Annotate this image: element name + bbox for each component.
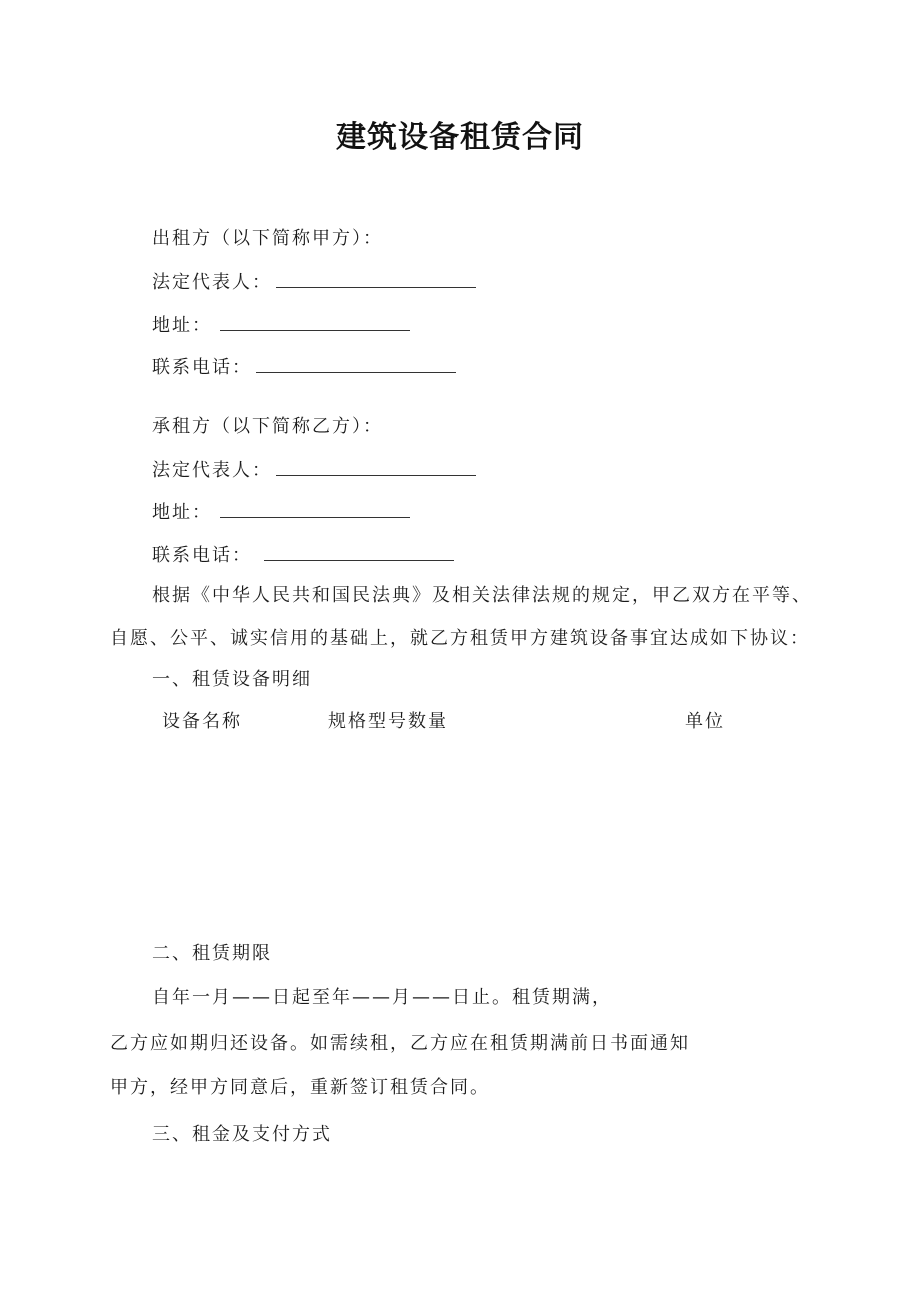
document-title: 建筑设备租赁合同 [336, 120, 584, 155]
term-line-1: 自年一月——日起至年——月——日止。租赁期满， [152, 987, 612, 1008]
term-line-2: 乙方应如期归还设备。如需续租，乙方应在租赁期满前日书面通知 [110, 1033, 690, 1054]
lessee-rep-blank[interactable] [276, 457, 476, 476]
lessor-rep-blank[interactable] [276, 269, 476, 288]
col-header-unit: 单位 [685, 711, 725, 732]
lessee-phone-label: 联系电话： [152, 545, 252, 566]
col-header-spec: 规格型号数量 [328, 711, 448, 732]
lessor-phone-blank[interactable] [256, 354, 456, 373]
lessor-rep-row [152, 269, 476, 295]
lessee-address-label: 地址： [152, 502, 212, 523]
section-2-heading: 二、租赁期限 [152, 943, 272, 964]
lessee-address-row [152, 499, 410, 525]
lessor-phone-label: 联系电话： [152, 357, 252, 378]
lessee-phone-row [152, 542, 454, 568]
lessee-rep-label: 法定代表人： [152, 460, 272, 481]
lessor-address-row [152, 312, 410, 338]
lessor-phone-row [152, 354, 456, 380]
intro-line-1: 根据《中华人民共和国民法典》及相关法律法规的规定，甲乙双方在平等、 [152, 585, 812, 606]
lessor-heading: 出租方（以下简称甲方）： [152, 228, 383, 249]
lessor-address-blank[interactable] [220, 312, 410, 331]
intro-line-2: 自愿、公平、诚实信用的基础上，就乙方租赁甲方建筑设备事宜达成如下协议： [110, 628, 810, 649]
lessee-address-blank[interactable] [220, 499, 410, 518]
lessee-phone-blank[interactable] [264, 542, 454, 561]
lessor-rep-label: 法定代表人： [152, 272, 272, 293]
col-header-name: 设备名称 [162, 711, 242, 732]
term-line-3: 甲方，经甲方同意后，重新签订租赁合同。 [110, 1077, 490, 1098]
section-1-heading: 一、租赁设备明细 [152, 669, 312, 690]
lessor-address-label: 地址： [152, 315, 212, 336]
lessee-heading: 承租方（以下简称乙方）： [152, 416, 383, 437]
section-3-heading: 三、租金及支付方式 [152, 1124, 332, 1145]
lessee-rep-row [152, 457, 476, 483]
